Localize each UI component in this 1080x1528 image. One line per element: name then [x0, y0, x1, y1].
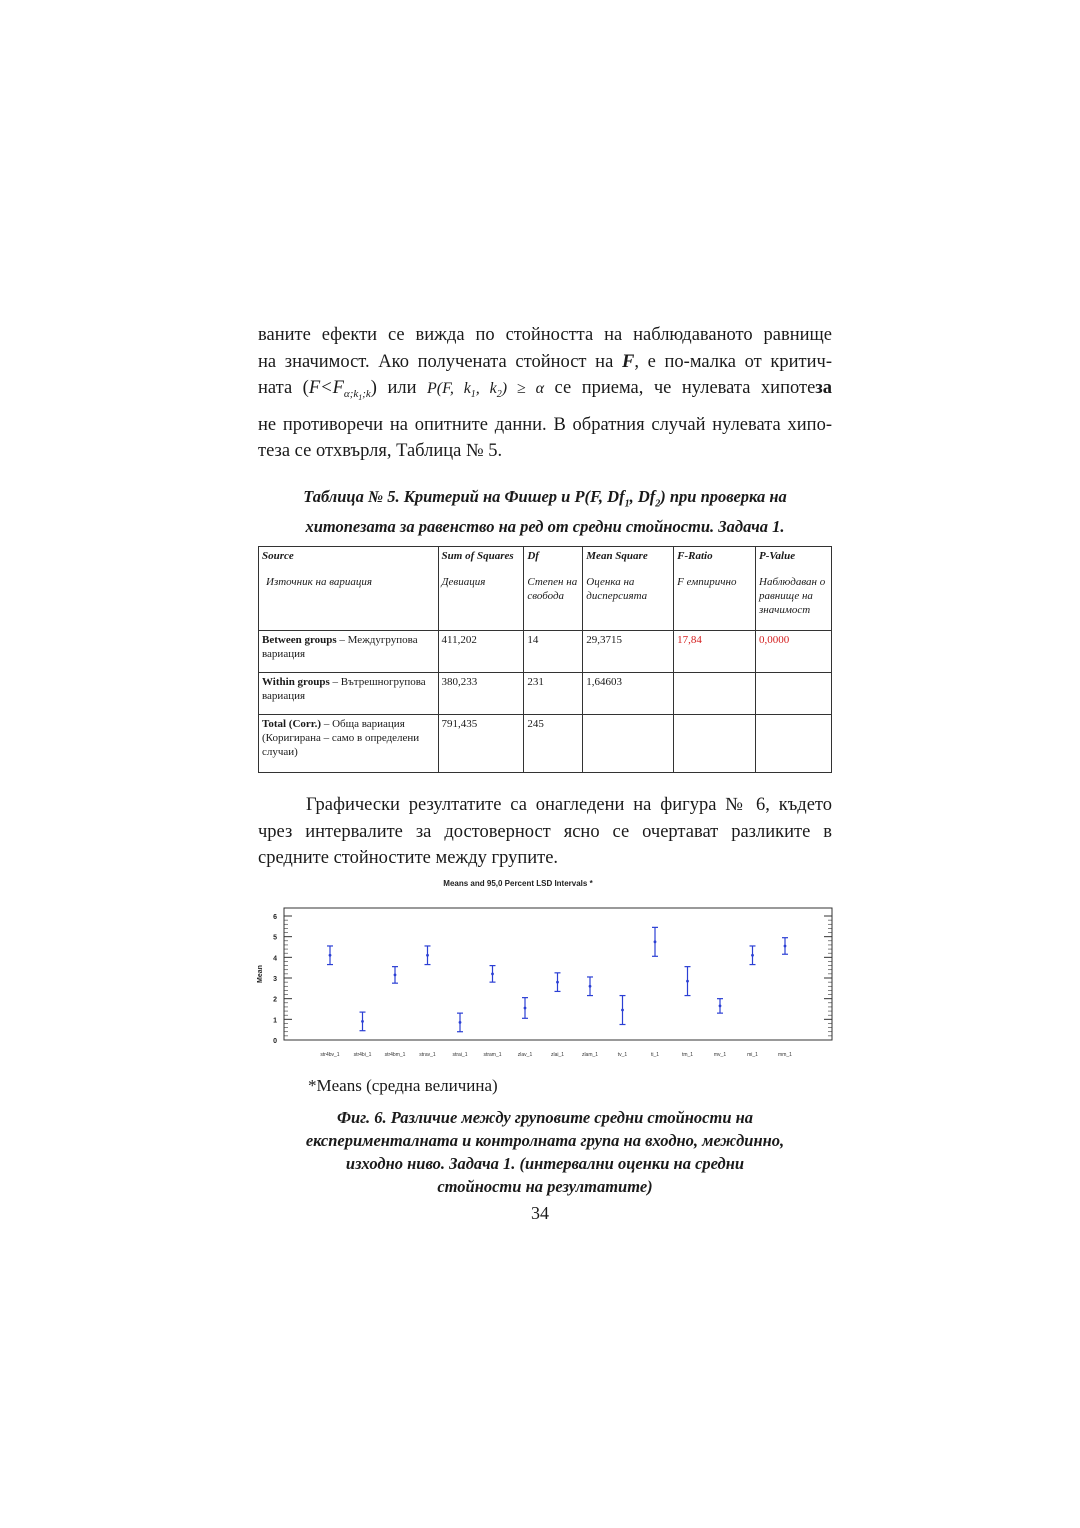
f-symbol: F — [621, 351, 635, 372]
header-ss-en: Sum of Squares — [441, 550, 514, 562]
fig-caption-line-2: експерименталната и контролната група на входно, междинно, — [305, 1131, 785, 1150]
results-line-1 — [258, 792, 832, 819]
formula-f-less-critical: $F<F_{\alpha;k_1;k}$ — [308, 378, 371, 403]
cell-f-ratio — [674, 673, 756, 715]
header-ss-bg: Девиация — [441, 576, 486, 588]
y-tick-label: 3 — [273, 976, 277, 983]
table-caption-line-1: Таблица № 5. Критерий на Фишер и P(F, $Df_1$, $Df_2$) при проверка на — [303, 487, 787, 510]
x-tick-label: str4bm_1 — [384, 1052, 406, 1058]
cell-f-ratio — [674, 715, 756, 773]
x-tick-label: stram_1 — [483, 1052, 502, 1058]
x-tick-label: mm_1 — [778, 1052, 792, 1058]
x-tick-label: mv_1 — [713, 1052, 727, 1058]
header-df — [524, 547, 583, 631]
header-source-bg: Източник на вариация — [266, 576, 373, 588]
y-tick-label: 6 — [273, 914, 277, 921]
header-p-en: P-Value — [759, 550, 796, 562]
mean-point — [524, 1007, 527, 1010]
mean-point — [394, 974, 397, 977]
intro-line-3 — [258, 375, 832, 412]
header-ms-en: Mean Square — [586, 550, 648, 562]
means-note: *Means (средна величина) — [308, 1076, 498, 1095]
mean-point — [686, 980, 689, 983]
intro-line-2-b: , е по-малка от критич- — [634, 351, 832, 372]
table-row — [259, 631, 832, 673]
mean-point — [719, 1005, 722, 1008]
intro-line-3-c: се приема, че нулевата хипоте — [544, 378, 816, 398]
table-caption — [258, 485, 832, 538]
anova-table — [258, 546, 832, 773]
x-tick-label: mi_1 — [747, 1052, 758, 1058]
intro-paragraph — [258, 322, 832, 465]
cell-p-value: 0,0000 — [756, 631, 832, 673]
results-paragraph — [258, 792, 832, 872]
cell-p-value — [756, 715, 832, 773]
x-tick-label: zlai_1 — [550, 1052, 565, 1058]
y-axis-label: Mean — [257, 965, 264, 983]
source-bold: Total (Corr.) — [262, 718, 322, 730]
table-row — [259, 673, 832, 715]
mean-point — [654, 940, 657, 943]
lsd-intervals-chart — [250, 874, 840, 1064]
header-p-value — [756, 547, 832, 631]
source-rest: – Вътрешногрупова вариация — [262, 676, 426, 702]
mean-point — [751, 954, 754, 957]
y-tick-label: 4 — [273, 955, 277, 963]
formula-p-value: P(F, $k_1$, $k_2) \ge \alpha$ — [427, 380, 545, 401]
mean-point — [589, 985, 592, 988]
mean-point — [621, 1009, 624, 1012]
mean-point — [459, 1021, 462, 1024]
intro-line-5: теза се отхвърля, Таблица № 5. — [258, 441, 503, 462]
source-rest: – Междугрупова вариация — [262, 634, 418, 660]
results-line-3: средните стойностите между групите. — [258, 848, 559, 868]
cell-source — [259, 631, 439, 673]
header-f-ratio — [674, 547, 756, 631]
header-source — [259, 547, 439, 631]
source-bold: Between groups — [262, 634, 337, 646]
y-tick-label: 0 — [273, 1038, 277, 1045]
header-p-bg: Наблюдаван о равнище на значимост — [759, 576, 826, 616]
cell-ms: 29,3715 — [583, 631, 674, 673]
cell-p-value — [756, 673, 832, 715]
mean-point — [329, 954, 332, 957]
intro-line-2 — [258, 349, 832, 376]
fig-caption-line-1: Фиг. 6. Различие между груповите средни стойности на — [336, 1108, 754, 1127]
header-df-en: Df — [527, 550, 539, 562]
cell-df: 245 — [524, 715, 583, 773]
cell-df: 14 — [524, 631, 583, 673]
mean-point — [556, 981, 559, 984]
header-f-en: F-Ratio — [677, 550, 713, 562]
intro-line-4: не противоречи на опитните данни. В обратния случай нулевата хипо- — [258, 414, 832, 435]
mean-point — [426, 954, 429, 957]
table-row — [259, 715, 832, 773]
x-tick-label: zlav_1 — [517, 1052, 533, 1058]
y-tick-label: 1 — [273, 1017, 277, 1025]
cell-source — [259, 715, 439, 773]
header-ms-bg: Оценка на дисперсията — [586, 576, 648, 602]
source-rest: – Обща вариация (Коригирана – само в определени случаи) — [262, 718, 420, 758]
page-number: 34 — [531, 1203, 549, 1223]
cell-source — [259, 673, 439, 715]
cell-ss: 411,202 — [438, 631, 524, 673]
intro-line-3-d: за — [815, 378, 832, 398]
cell-ss: 791,435 — [438, 715, 524, 773]
header-sum-of-squares — [438, 547, 524, 631]
mean-point — [491, 972, 494, 975]
x-tick-label: tm_1 — [681, 1052, 694, 1058]
cell-df: 231 — [524, 673, 583, 715]
x-tick-label: str4bv_1 — [320, 1052, 340, 1058]
intro-line-1: ваните ефекти се вижда по стойността на наблюдаваното равнище — [258, 325, 832, 345]
x-tick-label: tv_1 — [617, 1052, 628, 1058]
y-tick-label: 2 — [273, 996, 277, 1004]
intro-line-3-a: ната ( — [258, 378, 309, 398]
table-header-row — [259, 547, 832, 631]
mean-point — [784, 945, 787, 948]
header-df-bg: Степен на свобода — [527, 576, 578, 602]
header-source-en: Source — [262, 550, 294, 562]
figure-caption — [258, 1106, 832, 1198]
mean-point — [361, 1020, 364, 1023]
y-tick-label: 5 — [273, 934, 277, 942]
x-tick-label: strav_1 — [419, 1052, 436, 1058]
source-bold: Within groups — [262, 676, 330, 688]
header-mean-square — [583, 547, 674, 631]
cell-ms: 1,64603 — [583, 673, 674, 715]
x-tick-label: ti_1 — [650, 1052, 660, 1058]
results-line-2: чрез интервалите за достоверност ясно се очертават разликите в — [258, 821, 832, 842]
x-tick-label: zlam_1 — [581, 1052, 599, 1058]
x-tick-label: strai_1 — [452, 1052, 468, 1058]
intro-line-3-b: ) или — [370, 378, 427, 398]
x-tick-label: str4bi_1 — [353, 1052, 372, 1058]
table-caption-line-2: хитопезата за равенство на ред от средни стойности. Задача 1. — [305, 517, 785, 537]
fig-caption-line-3: изходно ниво. Задача 1. (интервални оценки на средни — [345, 1154, 745, 1173]
intro-line-2-a: на значимост. Ако получената стойност на — [258, 351, 622, 372]
fig-caption-line-4: стойности на резултатите) — [437, 1177, 653, 1196]
cell-ms — [583, 715, 674, 773]
cell-f-ratio: 17,84 — [674, 631, 756, 673]
header-f-bg: F емпирично — [677, 576, 737, 588]
cell-ss: 380,233 — [438, 673, 524, 715]
results-line-1-text: Графически резултатите са онагледени на фигура № 6, където — [306, 795, 832, 815]
chart-title: Means and 95,0 Percent LSD Intervals * — [443, 879, 593, 888]
